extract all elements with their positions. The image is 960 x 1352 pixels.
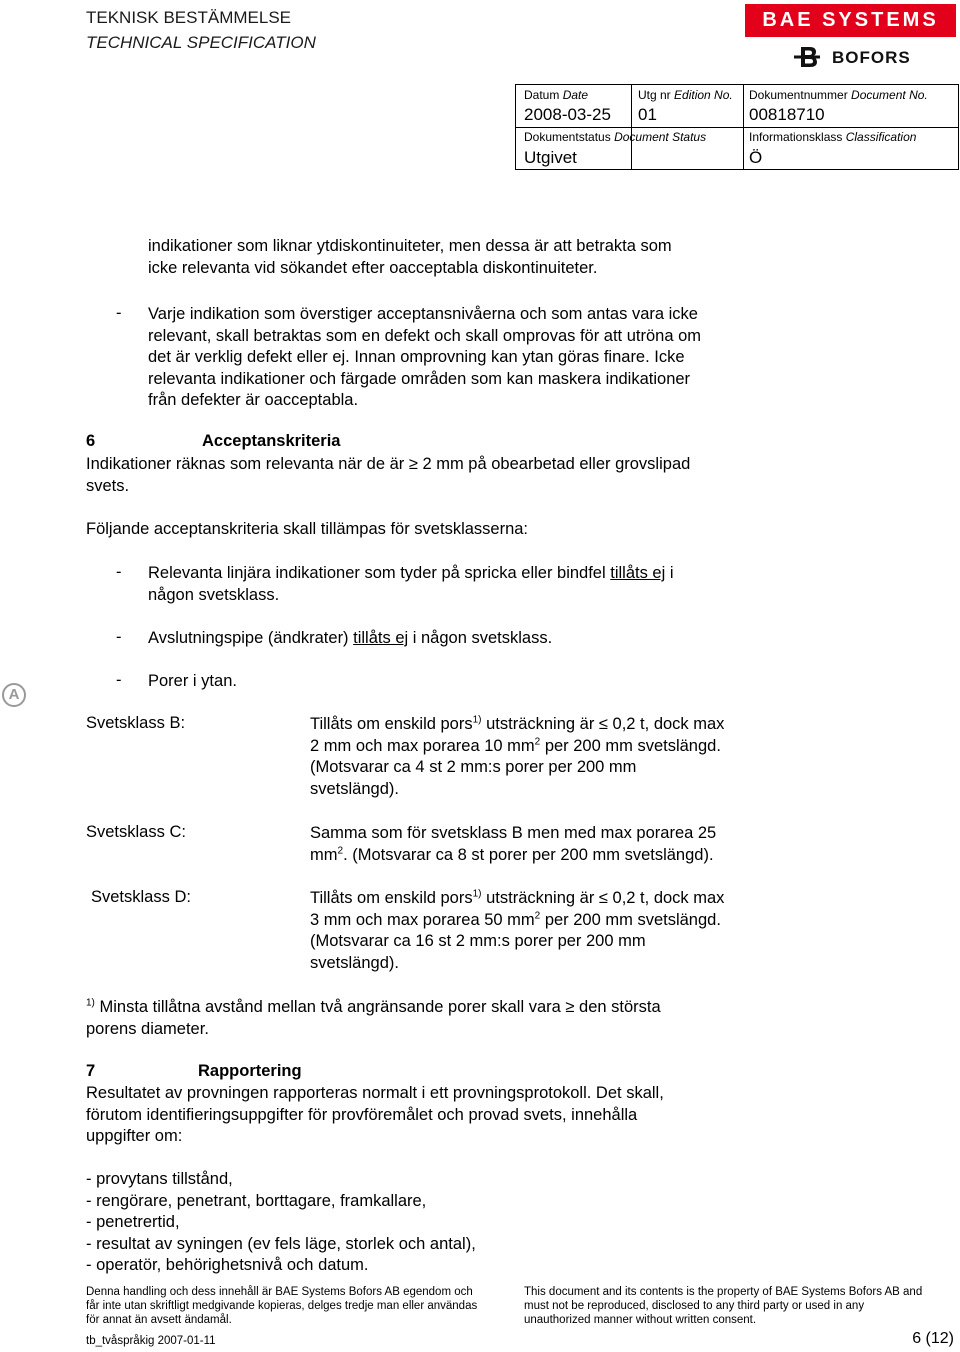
footer-disclaimer-sv: Denna handling och dess innehåll är BAE Systems Bofors AB egendom och får inte utan skriftligt medgivande kopieras, delges tredje man eller användas för annat än avsett ändamål. [86, 1286, 478, 1326]
section-7-number: 7 [86, 1062, 96, 1080]
list-item: - penetrertid, [86, 1213, 180, 1231]
classification-value: Ö [749, 148, 763, 167]
bofors-logo-text: BOFORS [832, 48, 911, 67]
list-item: - operatör, behörighetsnivå och datum. [86, 1256, 369, 1274]
list-item: - resultat av syningen (ev fels läge, storlek och antal), [86, 1234, 476, 1253]
section-7-heading: Rapportering [198, 1062, 302, 1080]
svetsklass-c-label: Svetsklass C: [86, 823, 186, 841]
section-6-heading: Acceptanskriteria [202, 432, 341, 450]
bullet-porer: Porer i ytan. [148, 672, 237, 690]
bullet-avslutningspipe: Avslutningspipe (ändkrater) tillåts ej i någon svetsklass. [148, 629, 553, 647]
template-id: tb_tvåspråkig 2007-01-11 [86, 1335, 216, 1347]
section-7-text: Resultatet av provningen rapporteras normalt i ett provningsprotokoll. Det skall, förutom identifieringsuppgifter för provföremålet och provad svets, innehålla uppgifter om: [86, 1084, 664, 1145]
edition-value: 01 [638, 105, 657, 124]
date-label: Datum Date [524, 88, 589, 102]
report-contents-list [86, 1169, 476, 1277]
date-value: 2008-03-25 [524, 105, 611, 124]
docnum-value: 00818710 [749, 105, 825, 124]
footer-disclaimer-en: This document and its contents is the property of BAE Systems Bofors AB and must not be reproduced, disclosed to any third party or used in any unauthorized manner without written consent. [524, 1286, 923, 1326]
edition-label: Utg nr Edition No. [638, 88, 733, 102]
revision-a-icon: A [2, 683, 26, 707]
page-number: 6 (12) [912, 1330, 954, 1347]
svetsklass-b-text: Tillåts om enskild pors$^{1)}$ utsträckning är ≤ 0,2 t, dock max 2 mm och max porarea 10 $mm^2$ per 200 mm svetslängd. (Motsvarar ca 4 st 2 mm:s porer per 200 mm svetslängd). [310, 714, 725, 798]
status-value: Utgivet [524, 148, 577, 167]
bullet-dash: - [116, 304, 122, 322]
bullet-dash: - [116, 628, 122, 646]
svetsklass-c-text: Samma som för svetsklass B men med max porarea 25 $mm^2$. (Motsvarar ca 8 st porer per 200 mm svetslängd). [310, 824, 717, 864]
criteria-intro: Följande acceptanskriteria skall tillämpas för svetsklasserna: [86, 520, 529, 538]
section-6-text: Indikationer räknas som relevanta när de är ≥ 2 mm på obearbetad eller grovslipad svets. [86, 455, 691, 495]
svetsklass-d-label: Svetsklass D: [91, 888, 191, 906]
list-item: - rengörare, penetrant, borttagare, framkallare, [86, 1191, 427, 1210]
status-label: Dokumentstatus Document Status [524, 130, 707, 144]
bullet-linjara-indikationer: Relevanta linjära indikationer som tyder på spricka eller bindfel tillåts ej i någon svetsklass. [148, 564, 674, 604]
document-info-table [515, 84, 959, 170]
intro-paragraph: indikationer som liknar ytdiskontinuiteter, men dessa är att betrakta som icke relevanta vid sökandet efter oacceptabla diskontinuiteter. [148, 237, 672, 277]
doc-title-english: TECHNICAL SPECIFICATION [86, 33, 316, 52]
section-6-number: 6 [86, 432, 96, 450]
bullet-dash: - [116, 563, 122, 581]
footnote: $^{1)}$ Minsta tillåtna avstånd mellan två angränsande porer skall vara ≥ den största porens diameter. [86, 997, 661, 1038]
classification-label: Informationsklass Classification [749, 130, 917, 144]
docnum-label: Dokumentnummer Document No. [749, 88, 928, 102]
bofors-logo-icon [792, 44, 822, 70]
doc-title-swedish: TEKNISK BESTÄMMELSE [86, 8, 291, 27]
bullet-varje-indikation: Varje indikation som överstiger acceptansnivåerna och som antas vara icke relevant, skall betraktas som en defekt och skall omprovas för att utröna om det är verklig defekt eller ej. Innan omprovning kan ytan göras finare. Icke relevanta indikationer och färgade områden som kan maskera indikationer från defekter är oacceptabla. [148, 305, 702, 409]
svetsklass-b-label: Svetsklass B: [86, 714, 186, 732]
bullet-dash: - [116, 671, 122, 689]
bae-systems-logo: BAE SYSTEMS [745, 4, 956, 37]
svetsklass-d-text: Tillåts om enskild pors$^{1)}$ utsträckning är ≤ 0,2 t, dock max 3 mm och max porarea 50 $mm^2$ per 200 mm svetslängd. (Motsvarar ca 16 st 2 mm:s porer per 200 mm svetslängd). [310, 888, 725, 972]
list-item: - provytans tillstånd, [86, 1170, 233, 1188]
